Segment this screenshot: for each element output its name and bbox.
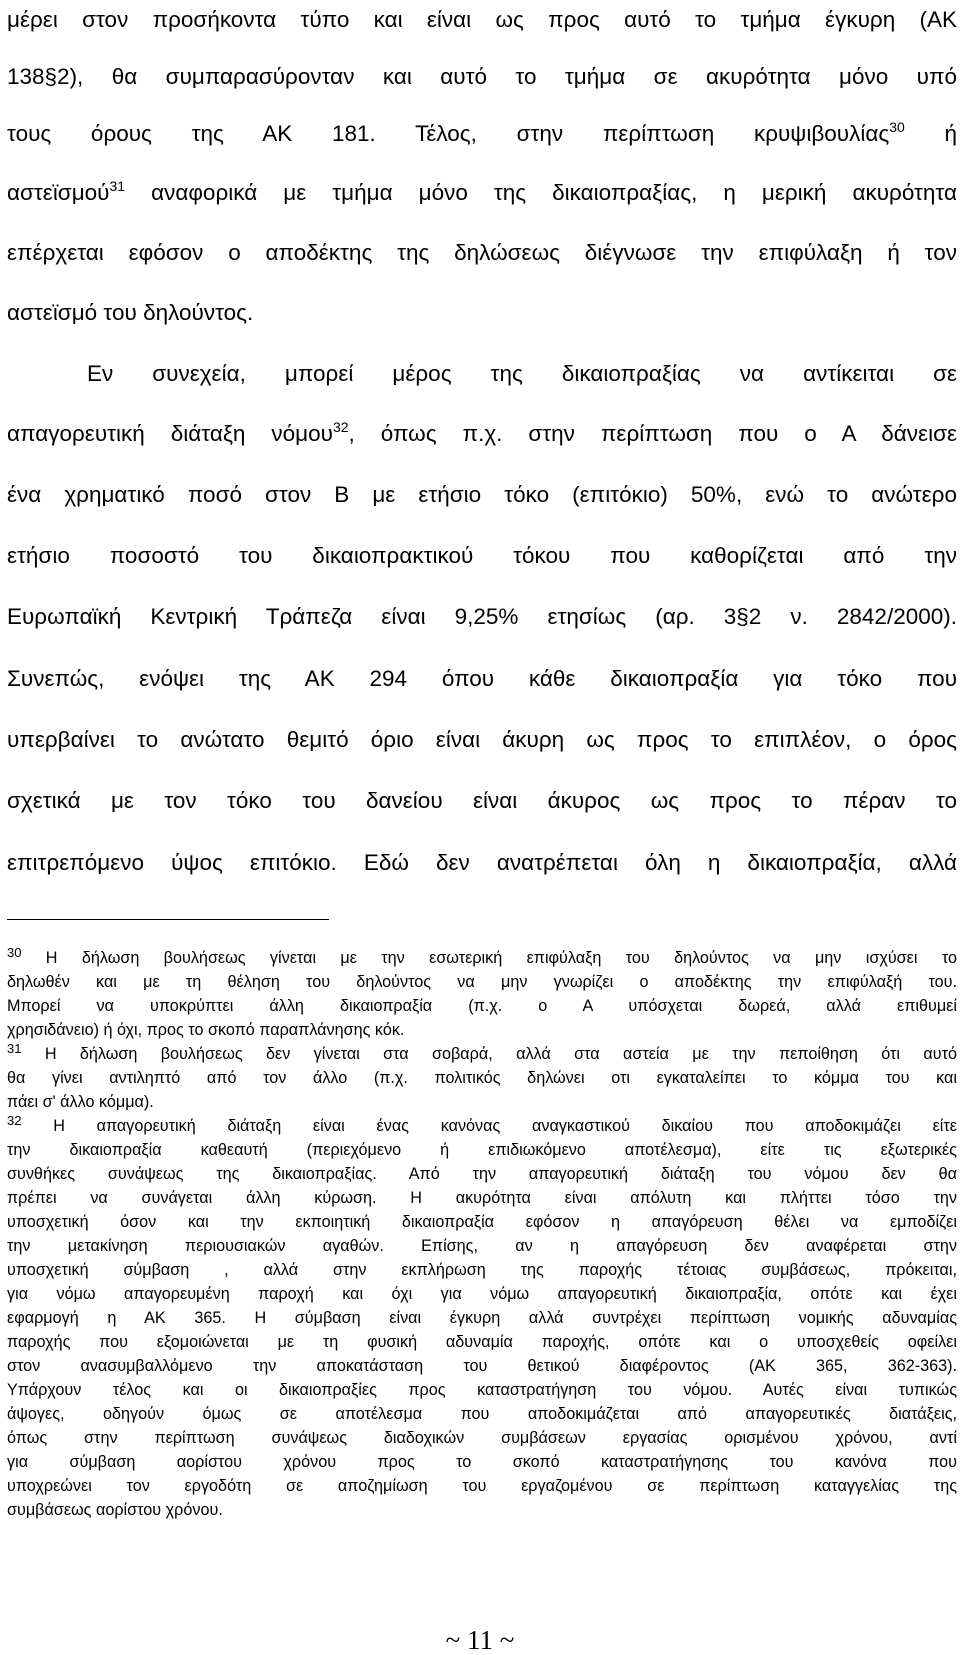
footnote-line: δηλωθέν και με τη θέληση του δηλούντος να μην γνωρίζει ο αποδέκτης την επιφύλαξή του.	[7, 973, 957, 991]
page-number: ~ 11 ~	[445, 1625, 515, 1655]
footnote-separator	[7, 919, 329, 920]
footnote-line: υποχρεώνει τον εργοδότη σε αποζημίωση του εργαζομένου σε περίπτωση καταγγελίας της	[7, 1477, 957, 1495]
footnote-line: Μπορεί να υποκρύπτει άλλη δικαιοπραξία (π.χ. ο Α υπόσχεται δωρεά, αλλά επιθυμεί	[7, 997, 957, 1015]
footnote-line: χρησιδάνειο) ή όχι, προς το σκοπό παραπλάνησης κόκ.	[7, 1021, 405, 1039]
footnote-line: πάει σ' άλλο κόμμα).	[7, 1093, 154, 1111]
footnote-line: συνθήκες συνάψεως της δικαιοπραξίας. Από την απαγορευτική διάταξη του νόμου δεν θα	[7, 1165, 957, 1183]
text-line: σχετικά με τον τόκο του δανείου είναι άκυρος ως προς το πέραν το	[7, 788, 957, 813]
footnote-line: θα γίνει αντιληπτό από τον άλλο (π.χ. πολιτικός δηλώνει οτι εγκαταλείπει το κόμμα του και	[7, 1069, 957, 1087]
footnote-32: $^{32}$ Η απαγορευτική διάταξη είναι ένας κανόνας αναγκαστικού δικαίου που αποδοκιμάζει είτε	[7, 1113, 957, 1135]
footnote-ref-30[interactable]: 30	[889, 119, 905, 135]
footnote-30: $^{30}$ Η δήλωση βουλήσεως γίνεται με την εσωτερική επιφύλαξη του δηλούντος να μην ισχύσει το	[7, 945, 957, 967]
text-line: Ευρωπαϊκή Κεντρική Τράπεζα είναι 9,25% ετησίως (αρ. 3§2 ν. 2842/2000).	[7, 604, 957, 629]
footnote-line: συμβάσεως αορίστου χρόνου.	[7, 1501, 223, 1519]
footnote-ref-32[interactable]: 32	[332, 419, 349, 435]
text-line: αστεϊσμού$^{31}$ αναφορικά με τμήμα μόνο της δικαιοπραξίας, η μερική ακυρότητα	[7, 178, 957, 205]
text-line: Συνεπώς, ενόψει της ΑΚ 294 όπου κάθε δικαιοπραξία για τόκο που	[7, 666, 957, 691]
footnote-line: την μετακίνηση περιουσιακών αγαθών. Επίσης, αν η απαγόρευση δεν αναφέρεται στην	[7, 1237, 957, 1255]
footnote-line: όπως στην περίπτωση συνάψεως διαδοχικών συμβάσεων εργασίας ορισμένου χρόνου, αντί	[7, 1429, 957, 1447]
footnote-ref-31[interactable]: 31	[109, 178, 126, 194]
footnote-number: 32	[7, 1113, 22, 1128]
footnote-line: πρέπει να συνάγεται άλλη κύρωση. Η ακυρότητα είναι απόλυτη και πλήττει τόσο την	[7, 1189, 957, 1207]
text-line: 138§2), θα συμπαρασύρονταν και αυτό το τμήμα σε ακυρότητα μόνο υπό	[7, 64, 957, 89]
text-line: Εν συνεχεία, μπορεί μέρος της δικαιοπραξίας να αντίκειται σε	[87, 361, 957, 386]
text-line: υπερβαίνει το ανώτατο θεμιτό όριο είναι άκυρη ως προς το επιπλέον, ο όρος	[7, 727, 957, 752]
footnote-line: εφαρμογή η ΑΚ 365. Η σύμβαση είναι έγκυρη αλλά συντρέχει περίπτωση νομικής αδυναμίας	[7, 1309, 957, 1327]
footnote-number: 31	[7, 1041, 22, 1056]
text-line: απαγορευτική διάταξη νόμου$^{32}$, όπως π.χ. στην περίπτωση που ο Α δάνεισε	[7, 419, 957, 446]
footnote-line: υποσχετική όσον και την εκποιητική δικαιοπραξία εφόσον η απαγόρευση θέλει να εμποδίζει	[7, 1213, 957, 1231]
footnote-line: Υπάρχουν τέλος και οι δικαιοπραξίες προς καταστρατήγηση του νόμου. Αυτές είναι τυπικώς	[7, 1381, 957, 1399]
footnote-31: $^{31}$ Η δήλωση βουλήσεως δεν γίνεται στα σοβαρά, αλλά στα αστεία με την πεποίθηση ότι αυτό	[7, 1041, 957, 1063]
footnote-line: άψογες, οδηγούν όμως σε αποτέλεσμα που αποδοκιμάζεται από απαγορευτικές διατάξεις,	[7, 1405, 957, 1423]
footnote-line: παροχής που εξομοιώνεται με τη φυσική αδυναμία παροχής, οπότε και ο υποσχεθείς οφείλει	[7, 1333, 957, 1351]
text-line: ένα χρηματικό ποσό στον Β με ετήσιο τόκο (επιτόκιο) 50%, ενώ το ανώτερο	[7, 482, 957, 507]
footnote-number: 30	[7, 945, 22, 960]
footnote-line: υποσχετική σύμβαση , αλλά στην εκπλήρωση της παροχής τέτοιας συμβάσεως, πρόκειται,	[7, 1261, 957, 1279]
text-line: μέρει στον προσήκοντα τύπο και είναι ως προς αυτό το τμήμα έγκυρη (ΑΚ	[7, 7, 957, 32]
footnote-line: για σύμβαση αορίστου χρόνου προς το σκοπό καταστρατήγησης του κανόνα που	[7, 1453, 957, 1471]
text-line: επιτρεπόμενο ύψος επιτόκιο. Εδώ δεν ανατρέπεται όλη η δικαιοπραξία, αλλά	[7, 850, 957, 875]
footnote-line: για νόμω απαγορευμένη παροχή και όχι για νόμω απαγορευτική δικαιοπραξία, οπότε και έχει	[7, 1285, 957, 1303]
text-line: επέρχεται εφόσον ο αποδέκτης της δηλώσεως διέγνωσε την επιφύλαξη ή τον	[7, 240, 957, 265]
text-line: τους όρους της ΑΚ 181. Τέλος, στην περίπτωση κρυψιβουλίας$^{30}$ ή	[7, 119, 957, 146]
text-line: ετήσιο ποσοστό του δικαιοπρακτικού τόκου που καθορίζεται από την	[7, 543, 957, 568]
text-line: αστεϊσμό του δηλούντος.	[7, 300, 254, 325]
footnote-line: την δικαιοπραξία καθεαυτή (περιεχόμενο ή επιδιωκόμενο αποτέλεσμα), είτε τις εξωτερικές	[7, 1141, 957, 1159]
footnote-line: στον ανασυμβαλλόμενο την αποκατάσταση του θετικού διαφέροντος (ΑΚ 365, 362-363).	[7, 1357, 957, 1375]
